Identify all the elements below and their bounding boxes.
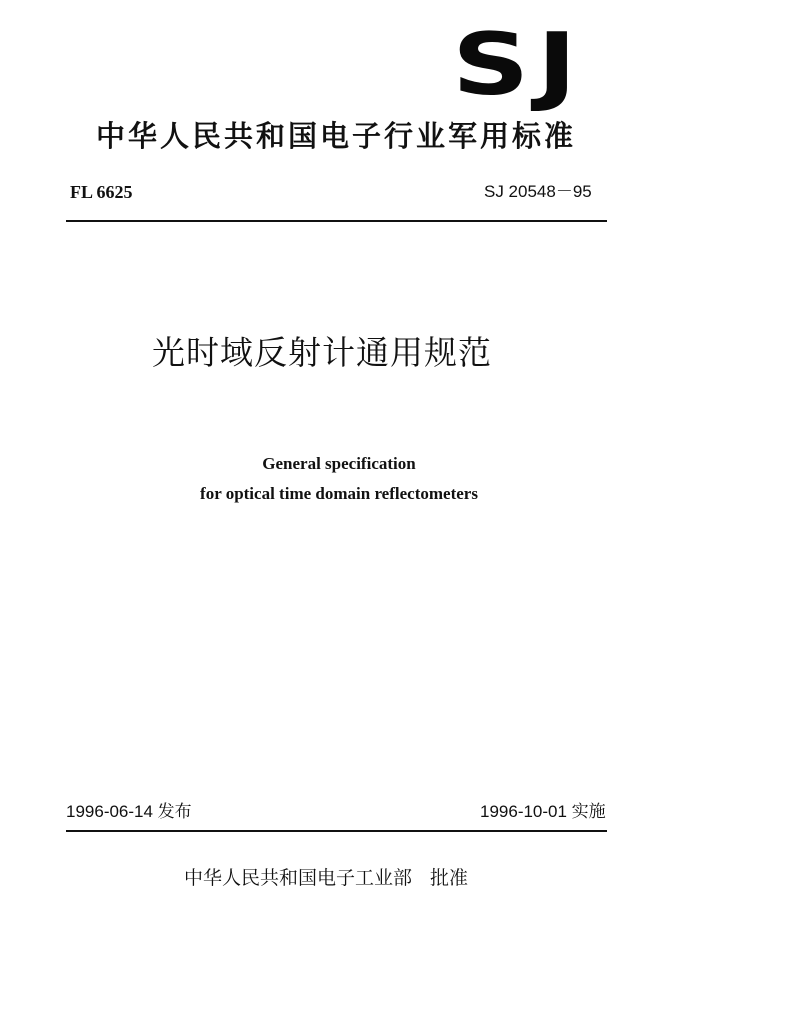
classification-code: FL 6625 <box>70 182 133 202</box>
standard-number: SJ 20548－95 <box>484 182 592 201</box>
title-english-line1: General specification <box>262 454 416 473</box>
issuer-heading: 中华人民共和国电子行业军用标准 <box>96 119 577 153</box>
sj-logo: SJ <box>452 15 585 115</box>
title-chinese: 光时域反射计通用规范 <box>152 333 492 372</box>
bottom-divider <box>66 830 607 832</box>
approval-action: 批准 <box>430 867 469 889</box>
title-english-line2: for optical time domain reflectometers <box>200 484 478 503</box>
approval-authority: 中华人民共和国电子工业部 <box>184 867 413 889</box>
issue-date: 1996-06-14 发布 <box>66 802 192 821</box>
effective-date: 1996-10-01 实施 <box>480 802 606 821</box>
top-divider <box>66 220 607 222</box>
approval-line <box>184 864 468 892</box>
